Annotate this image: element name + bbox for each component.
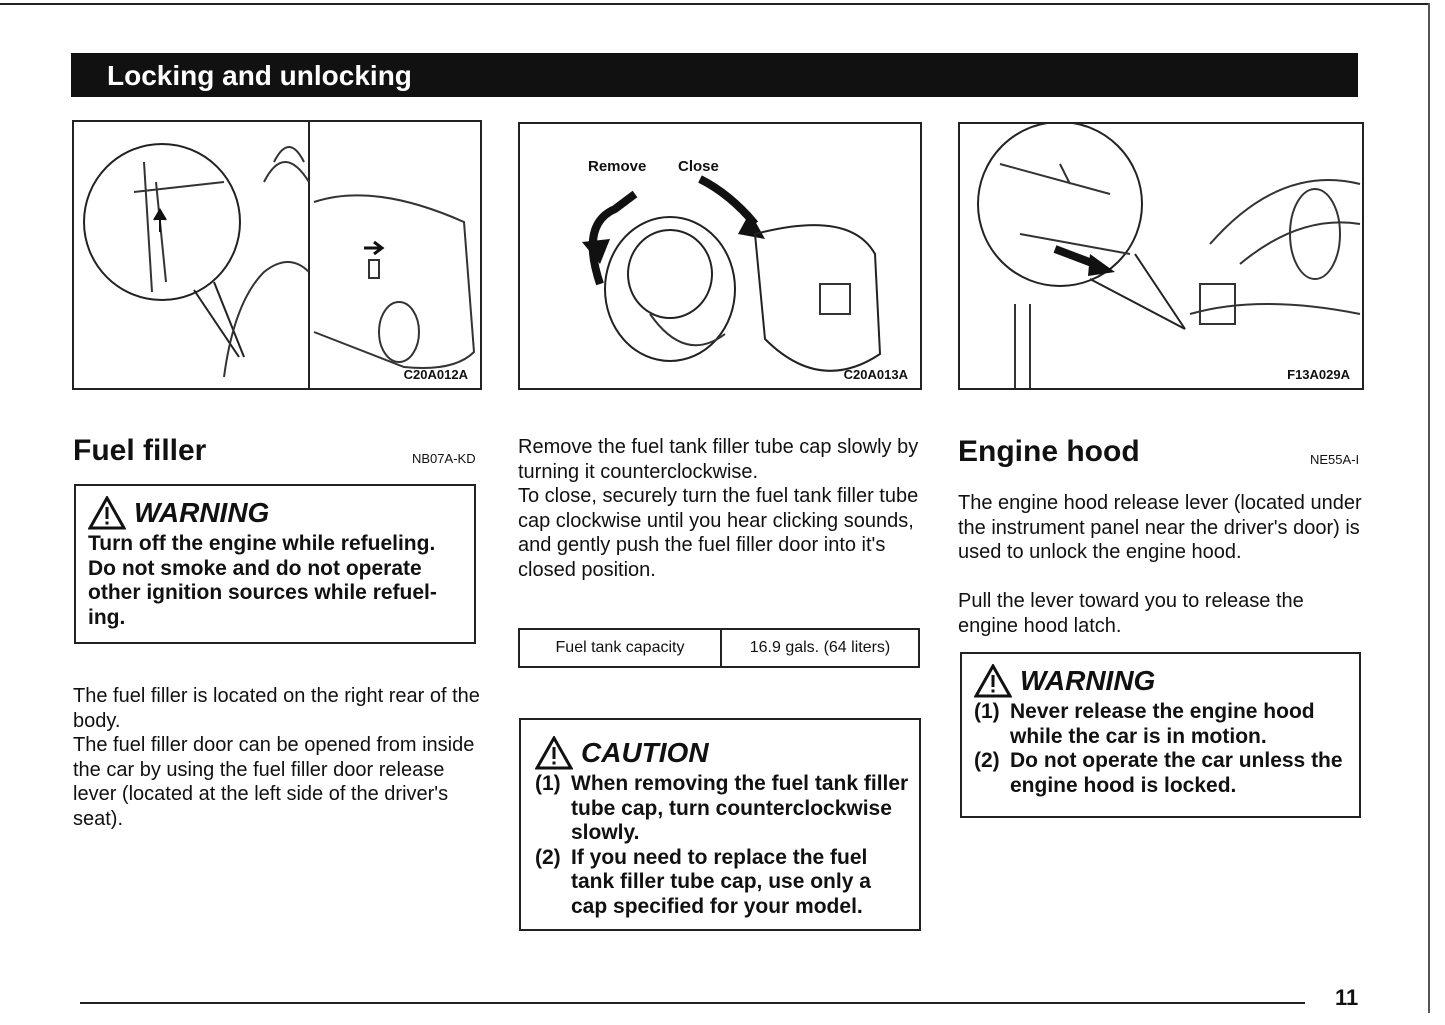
figure-code: F13A029A [1287,367,1350,382]
fuel-door-lever-illustration [74,122,480,388]
hood-release-illustration [960,124,1362,388]
figure-fuel-door-lever [72,120,482,390]
warning-item-number: (1) [974,700,1000,723]
fuel-filler-warning-box [74,484,476,644]
engine-hood-warning-box [960,652,1361,818]
fuel-filler-paragraph-2: The fuel filler door can be opened from inside the car by using the fuel filler door release lever (located at the left side of the driver's seat). [73,734,475,830]
fuel-filler-title: Fuel filler [73,434,207,467]
caution-item [535,846,909,920]
engine-hood-title: Engine hood [958,435,1140,468]
fuel-filler-paragraph-1: The fuel filler is located on the right rear of the body. [73,685,480,732]
cap-paragraph-1: Remove the fuel tank filler tube cap slowly by turning it counterclockwise. [518,436,919,483]
caution-item [535,772,909,846]
fuel-capacity-table [518,628,920,668]
engine-hood-code: NE55A-I [1310,452,1360,467]
caution-item-text: When removing the fuel tank filler tube cap, turn counterclockwise slowly. [571,772,909,844]
warning-text: Turn off the engine while refueling. Do not smoke and do not operate other ignition sources while refueling. [88,532,437,629]
caution-item-number: (1) [535,772,561,795]
right-border [1428,3,1430,1013]
figure-fuel-cap [518,122,922,390]
warning-item-text: Do not operate the car unless the engine hood is locked. [1010,749,1343,797]
caution-box [519,718,921,931]
engine-hood-paragraph-2: Pull the lever toward you to release the engine hood latch. [958,590,1304,637]
close-label: Close [678,158,719,175]
footer-rule [80,1002,1305,1004]
page-number: 11 [1335,985,1359,1010]
warning-label: WARNING [1020,665,1156,696]
remove-label: Remove [588,158,647,175]
warning-icon [974,664,1012,698]
warning-icon [88,496,126,530]
section-header [71,53,1358,97]
caution-icon [535,736,573,770]
warning-label: WARNING [134,497,270,528]
fuel-cap-illustration [520,124,920,388]
figure-code: C20A012A [403,367,468,382]
cap-paragraph-2: To close, securely turn the fuel tank filler tube cap clockwise until you hear clicking sounds, and gently push the fuel filler door into it's closed position. [518,485,919,581]
capacity-label: Fuel tank capacity [519,629,721,667]
top-border [0,3,1430,5]
warning-item-text: Never release the engine hood while the car is in motion. [1010,700,1315,748]
fuel-filler-code: NB07A-KD [412,451,476,466]
capacity-value: 16.9 gals. (64 liters) [721,629,919,667]
warning-item-number: (2) [974,749,1000,772]
caution-label: CAUTION [581,737,709,768]
warning-item [974,700,1349,749]
caution-item-number: (2) [535,845,561,869]
warning-item [974,749,1349,798]
section-title: Locking and unlocking [107,60,412,91]
figure-code: C20A013A [843,367,908,382]
figure-hood-release [958,122,1364,390]
caution-item-text: If you need to replace the fuel tank filler tube cap, use only a cap specified for your model. [571,845,871,918]
engine-hood-paragraph-1: The engine hood release lever (located under the instrument panel near the driver's door) is used to unlock the engine hood. [958,492,1362,563]
